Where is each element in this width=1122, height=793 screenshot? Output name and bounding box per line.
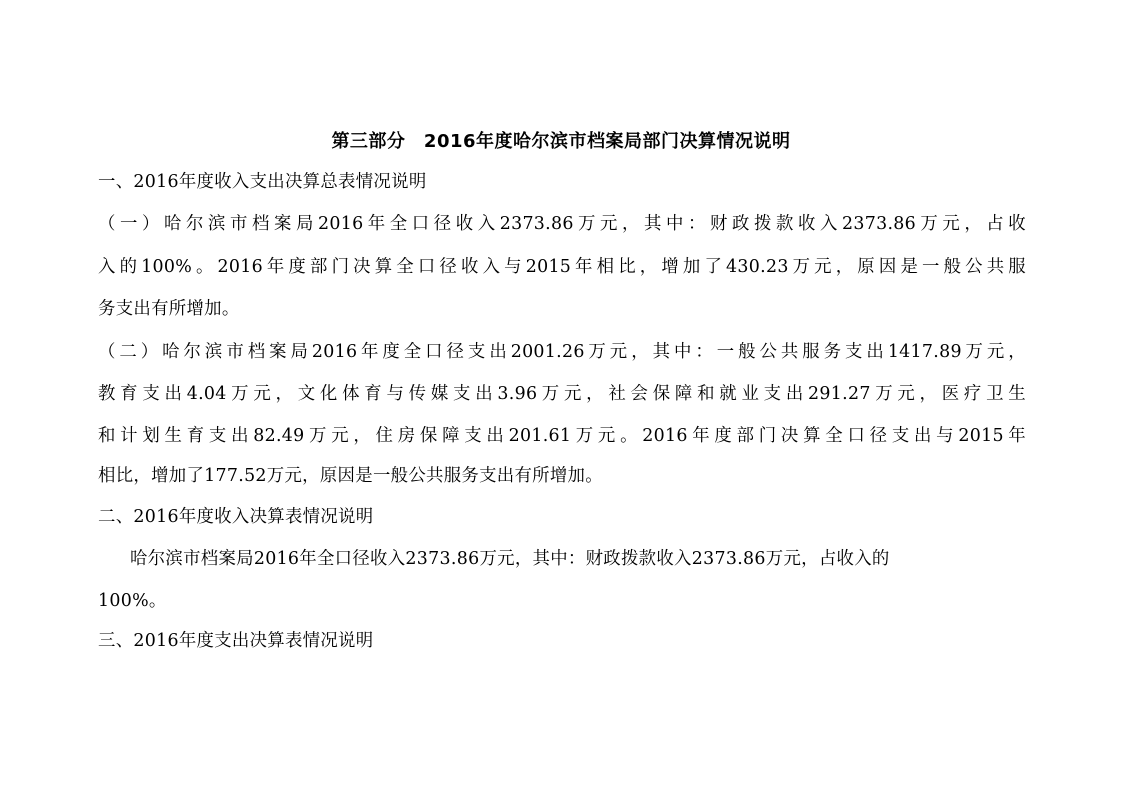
section-heading-2: 二、2016年度收入决算表情况说明 xyxy=(98,507,374,527)
paragraph-2-line-2: 教育支出4.04万元，文化体育与传媒支出3.96万元，社会保障和就业支出291.27万元，医疗卫生 xyxy=(98,384,1026,404)
paragraph-1-line-1: （一）哈尔滨市档案局2016年全口径收入2373.86万元，其中：财政拨款收入2373.86万元，占收 xyxy=(98,214,1026,234)
section-heading-1: 一、2016年度收入支出决算总表情况说明 xyxy=(98,172,427,192)
paragraph-2-line-3: 和计划生育支出82.49万元，住房保障支出201.61万元。2016年度部门决算全口径支出与2015年 xyxy=(98,426,1026,446)
paragraph-3-line-1: 哈尔滨市档案局2016年全口径收入2373.86万元，其中：财政拨款收入2373.86万元，占收入的 xyxy=(130,549,890,569)
page-title: 第三部分 2016年度哈尔滨市档案局部门决算情况说明 xyxy=(331,131,791,152)
section-heading-3: 三、2016年度支出决算表情况说明 xyxy=(98,631,374,651)
paragraph-3-line-2: 100%。 xyxy=(98,591,167,611)
paragraph-1-line-3: 务支出有所增加。 xyxy=(98,299,240,319)
paragraph-2-line-4: 相比，增加了177.52万元，原因是一般公共服务支出有所增加。 xyxy=(98,466,603,486)
paragraph-1-line-2: 入的100%。2016年度部门决算全口径收入与2015年相比，增加了430.23万元，原因是一般公共服 xyxy=(98,257,1026,277)
paragraph-2-line-1: （二）哈尔滨市档案局2016年度全口径支出2001.26万元，其中：一般公共服务支出1417.89万元， xyxy=(98,342,1026,362)
